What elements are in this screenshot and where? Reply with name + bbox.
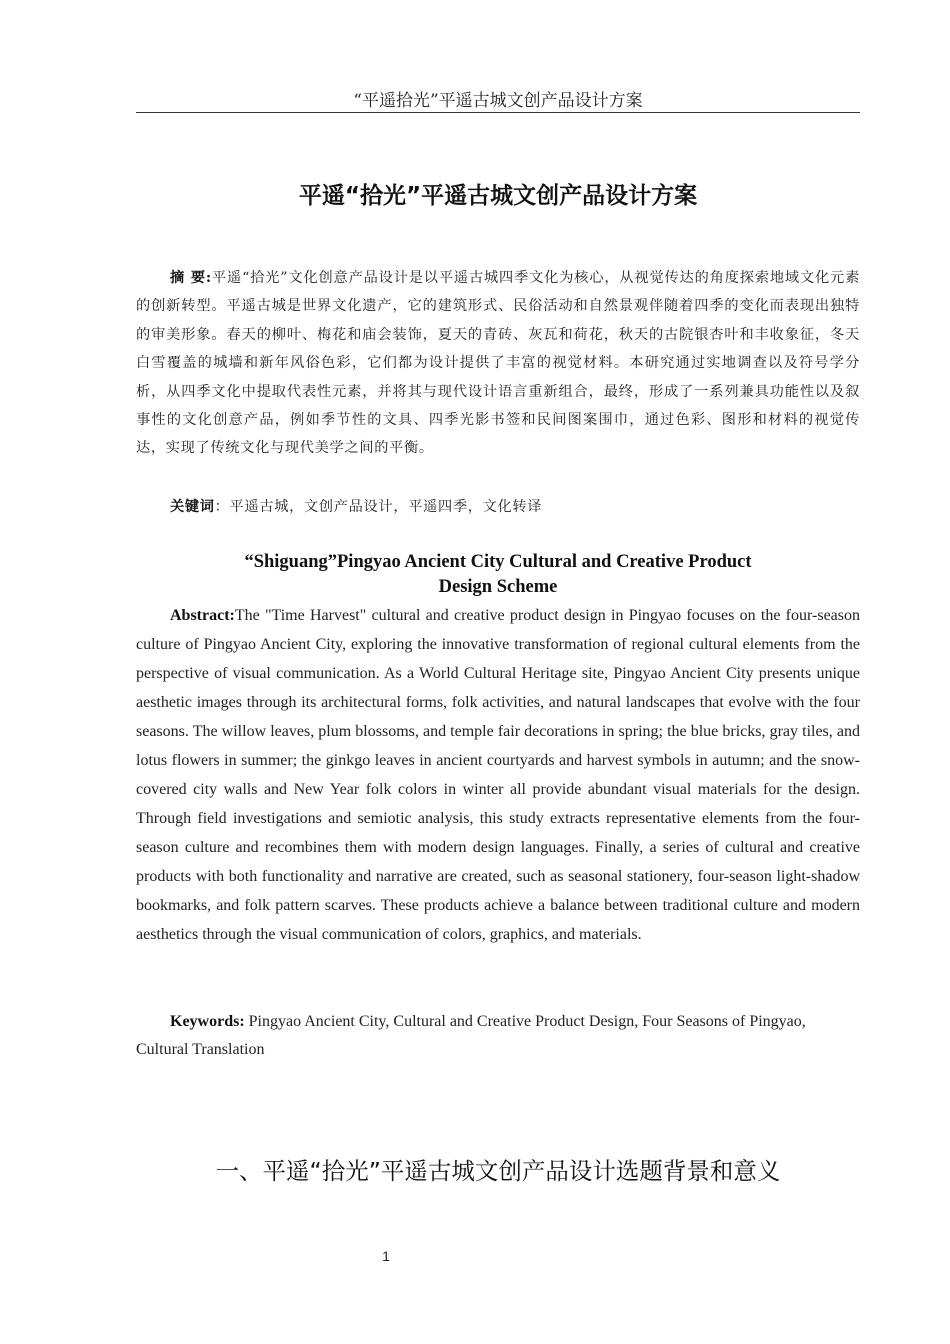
keywords-chinese xyxy=(136,493,860,521)
paper-title-chinese: 平遥“拾光”平遥古城文创产品设计方案 xyxy=(298,183,698,209)
abstract-chinese xyxy=(136,264,860,463)
abstract-english-label: Abstract: xyxy=(170,607,235,624)
paper-title-english xyxy=(216,550,780,600)
running-header: “平遥拾光”平遥古城文创产品设计方案 xyxy=(353,91,643,111)
keywords-chinese-label: 关键词 xyxy=(170,499,215,515)
keywords-english-label: Keywords: xyxy=(170,1013,245,1030)
keywords-english xyxy=(136,1008,860,1064)
abstract-chinese-label: 摘 要: xyxy=(170,270,212,286)
paper-title-english-line2: Design Scheme xyxy=(438,577,558,597)
keywords-chinese-text: ：平遥古城，文创产品设计，平遥四季，文化转译 xyxy=(214,499,543,515)
paper-title-english-line1: “Shiguang”Pingyao Ancient City Cultural and Creative Product xyxy=(244,552,752,572)
abstract-english-text: The "Time Harvest" cultural and creative product design in Pingyao focuses on the four-season culture of Pingyao Ancient City, exploring the innovative transformation of regional cultural elements from the perspective of visual communication. As a World Cultural Heritage site, Pingyao Ancient City presents unique aesthetic images through its architectural forms, folk activities, and natural landscapes that evolve with the four seasons. The willow leaves, plum blossoms, and temple fair decorations in spring; the blue bricks, gray tiles, and lotus flowers in summer; the ginkgo leaves in ancient courtyards and harvest symbols in autumn; and the snow-covered city walls and New Year folk colors in winter all provide abundant visual materials for the design. Through field investigations and semiotic analysis, this study extracts representative elements from the four-season culture and recombines them with modern design languages. Finally, a series of cultural and creative products with both functionality and narrative are created, such as seasonal stationery, four-season light-shadow bookmarks, and folk pattern scarves. These products achieve a balance between traditional culture and modern aesthetics through the visual communication of colors, graphics, and materials. xyxy=(136,607,860,943)
abstract-english xyxy=(136,601,860,949)
page-number: 1 xyxy=(382,1248,390,1264)
keywords-english-text: Pingyao Ancient City, Cultural and Creative Product Design, Four Seasons of Pingyao, Cultural Translation xyxy=(136,1013,806,1058)
abstract-chinese-text: 平遥“拾光”文化创意产品设计是以平遥古城四季文化为核心，从视觉传达的角度探索地域文化元素的创新转型。平遥古城是世界文化遗产，它的建筑形式、民俗活动和自然景观伴随着四季的变化而表现出独特的审美形象。春天的柳叶、梅花和庙会装饰，夏天的青砖、灰瓦和荷花，秋天的古院银杏叶和丰收象征，冬天白雪覆盖的城墙和新年风俗色彩，它们都为设计提供了丰富的视觉材料。本研究通过实地调查以及符号学分析，从四季文化中提取代表性元素，并将其与现代设计语言重新组合，最终，形成了一系列兼具功能性以及叙事性的文化创意产品，例如季节性的文具、四季光影书签和民间图案围巾，通过色彩、图形和材料的视觉传达，实现了传统文化与现代美学之间的平衡。 xyxy=(136,270,860,457)
section-heading: 一、平遥“拾光”平遥古城文创产品设计选题背景和意义 xyxy=(215,1157,781,1185)
header-rule xyxy=(136,112,860,113)
